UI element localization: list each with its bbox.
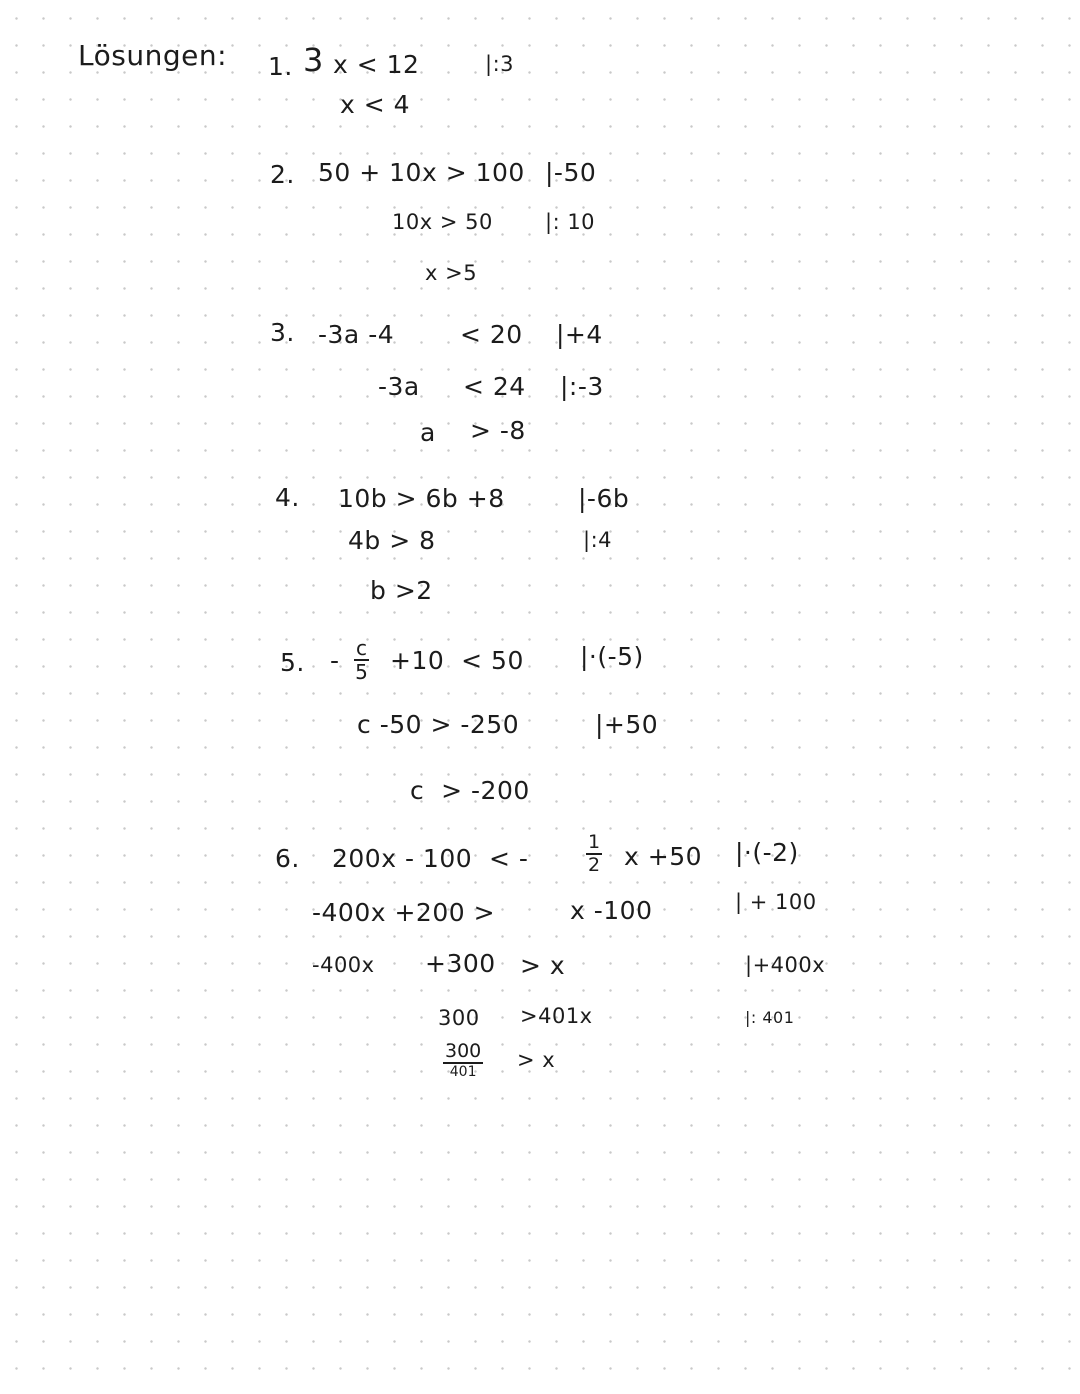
problem-3-operation: |+4 bbox=[556, 320, 603, 349]
problem-5-number: 5. bbox=[280, 648, 305, 677]
problem-1-operation: |:3 bbox=[485, 52, 515, 76]
problem-6-step3-b: >401x bbox=[520, 1004, 593, 1028]
problem-5-operation-2: |+50 bbox=[595, 710, 659, 739]
problem-2-result: x >5 bbox=[425, 261, 478, 285]
problem-2-operation: |-50 bbox=[545, 158, 597, 187]
problem-6-left: 200x - 100 < - bbox=[332, 844, 529, 873]
problem-3-step-left: -3a bbox=[378, 372, 420, 401]
problem-4-operation-2: |:4 bbox=[583, 528, 613, 552]
page-title: Lösungen: bbox=[78, 39, 227, 72]
problem-6-result-numerator: 300 bbox=[445, 1040, 482, 1062]
problem-2-number: 2. bbox=[270, 160, 295, 189]
problem-6-step3-a: 300 bbox=[438, 1006, 480, 1030]
problem-6-result-denominator: 401 bbox=[449, 1064, 477, 1080]
problem-4-step: 4b > 8 bbox=[348, 526, 436, 555]
problem-5-fraction-denominator: 5 bbox=[355, 660, 368, 684]
problem-2-operation-2: |: 10 bbox=[545, 210, 596, 234]
problem-1-result: x < 4 bbox=[340, 90, 411, 119]
problem-6-step2-b: +300 bbox=[425, 949, 496, 978]
problem-6-operation-2: | + 100 bbox=[735, 890, 817, 914]
problem-6-operation-4: |: 401 bbox=[745, 1008, 795, 1027]
problem-6-result: > x bbox=[517, 1048, 556, 1072]
problem-6-result-fraction bbox=[443, 1042, 483, 1079]
problem-3-right: < 20 bbox=[460, 320, 523, 349]
problem-3-operation-2: |:-3 bbox=[560, 372, 604, 401]
problem-5-operation: |·(-5) bbox=[580, 642, 644, 671]
problem-6-fraction bbox=[586, 833, 602, 875]
problem-4-inequality: 10b > 6b +8 bbox=[338, 484, 505, 513]
problem-4-number: 4. bbox=[275, 483, 300, 512]
problem-6-number: 6. bbox=[275, 844, 300, 873]
problem-1-inequality: x < 12 bbox=[333, 50, 420, 79]
problem-6-step-right: x -100 bbox=[570, 896, 653, 925]
problem-1-number: 1. bbox=[268, 52, 293, 81]
problem-6-fraction-numerator: 1 bbox=[588, 831, 601, 853]
problem-6-right: x +50 bbox=[624, 842, 703, 871]
problem-6-operation-3: |+400x bbox=[745, 953, 826, 977]
problem-4-operation: |-6b bbox=[578, 484, 630, 513]
problem-3-result-right: > -8 bbox=[470, 416, 526, 445]
problem-2-inequality: 50 + 10x > 100 bbox=[318, 158, 525, 187]
problem-4-result: b >2 bbox=[370, 576, 433, 605]
problem-6-step-left: -400x +200 > bbox=[312, 898, 496, 927]
problem-3-left: -3a -4 bbox=[318, 320, 395, 349]
problem-6-operation: |·(-2) bbox=[735, 838, 799, 867]
problem-1-coefficient: 3 bbox=[303, 41, 324, 79]
problem-5-step: c -50 > -250 bbox=[357, 710, 520, 739]
problem-5-fraction bbox=[354, 638, 369, 682]
problem-5-minus: - bbox=[330, 646, 340, 675]
problem-5-fraction-numerator: c bbox=[356, 636, 367, 660]
problem-5-inequality: +10 < 50 bbox=[390, 646, 524, 675]
problem-2-step: 10x > 50 bbox=[392, 210, 493, 234]
problem-6-fraction-denominator: 2 bbox=[588, 854, 601, 876]
problem-3-number: 3. bbox=[270, 318, 295, 347]
problem-3-result-left: a bbox=[420, 418, 436, 447]
problem-3-step-right: < 24 bbox=[463, 372, 526, 401]
problem-6-step2-c: > x bbox=[520, 951, 566, 980]
problem-5-result: c > -200 bbox=[410, 776, 530, 805]
problem-6-step2-a: -400x bbox=[312, 953, 375, 977]
